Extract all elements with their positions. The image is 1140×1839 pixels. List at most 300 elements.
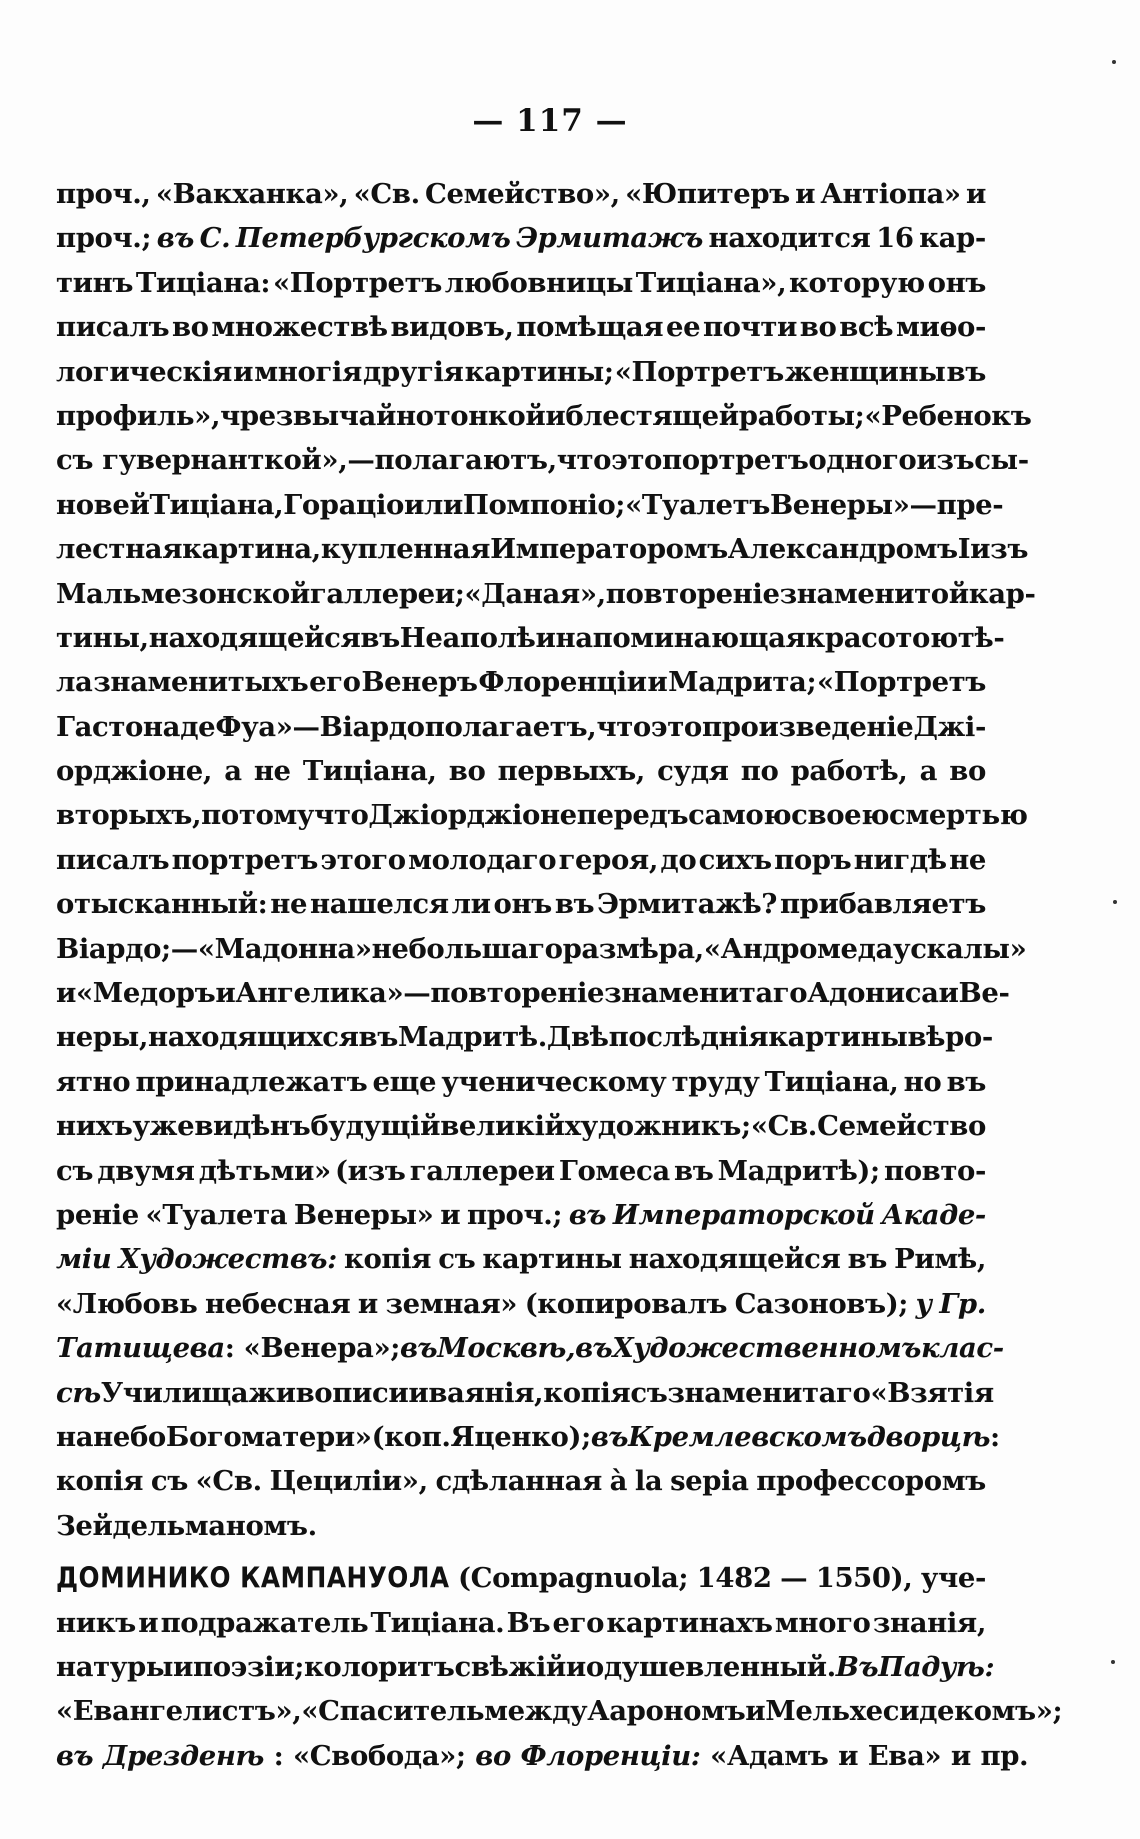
word: тины,: [56, 621, 149, 654]
word: копiя: [543, 1376, 631, 1409]
word: «Портретъ: [614, 355, 784, 388]
word: въ: [568, 1198, 607, 1231]
word: въ: [847, 1243, 887, 1276]
word: Горацiо: [283, 488, 404, 521]
word: и: [215, 977, 236, 1010]
word: живописи: [248, 1376, 409, 1409]
word: де: [180, 710, 216, 743]
word: :: [273, 1739, 284, 1772]
word: профиль»,: [56, 399, 221, 432]
text-line: [56, 438, 1029, 482]
word: Мадритѣ.: [397, 1021, 547, 1054]
word: «Любовь: [56, 1287, 198, 1320]
word: въ: [575, 1332, 613, 1365]
word: (изъ: [335, 1154, 406, 1187]
word: Тицiана,: [149, 488, 284, 521]
word: 16: [876, 222, 914, 255]
word: колоритъ: [303, 1650, 455, 1683]
word: Ве-: [958, 977, 1010, 1010]
word: проч.;: [56, 222, 152, 255]
word: (копировалъ: [524, 1287, 728, 1320]
word: дѣтьми»: [198, 1154, 331, 1187]
word: судя: [657, 755, 729, 788]
word: будущiй: [310, 1110, 441, 1143]
word: поэзiи;: [193, 1650, 304, 1683]
text-line: [56, 660, 986, 704]
word: Ангелика»—повторенiе: [235, 977, 605, 1010]
word: неры,: [56, 1021, 148, 1054]
text-line: [56, 1734, 1029, 1778]
word: полагаютъ,: [374, 444, 557, 477]
text-line: [56, 1556, 986, 1600]
word: «Портретъ: [816, 666, 986, 699]
text-line: [56, 305, 986, 349]
word: Помпонiо;: [462, 488, 626, 521]
text-line: [56, 882, 986, 926]
word: Венеръ: [361, 666, 478, 699]
word: что: [596, 710, 651, 743]
word: поръ: [774, 843, 852, 876]
word: ли: [451, 888, 491, 921]
text-line: [56, 1060, 986, 1104]
word: уже: [132, 1110, 195, 1143]
word: : «Венера»;: [224, 1332, 401, 1365]
word: «Спаситель: [301, 1695, 485, 1728]
word: пр.: [980, 1739, 1029, 1772]
word: у: [915, 1287, 932, 1320]
word: Тицiана,: [764, 1065, 899, 1098]
word: напоминающая: [555, 621, 806, 654]
word: въ: [56, 1739, 94, 1772]
word: «Взятiя: [870, 1376, 994, 1409]
word: Императоромъ: [490, 533, 728, 566]
word: повто-: [884, 1154, 986, 1187]
word: прибавляетъ: [779, 888, 986, 921]
text-line: [56, 1149, 986, 1193]
word: еще: [372, 1065, 437, 1098]
word: Акаде-: [881, 1198, 986, 1231]
word: Зейдельманомъ.: [56, 1509, 317, 1542]
word: «Портретъ: [272, 266, 442, 299]
word: нигдѣ: [853, 843, 947, 876]
word: Антiопа»: [820, 178, 961, 210]
word: всѣ: [839, 311, 894, 344]
word: «Даная»,: [464, 577, 606, 610]
word: въ: [946, 355, 986, 388]
word: новей: [56, 488, 150, 521]
word: Въ: [835, 1650, 879, 1683]
word: тинъ: [56, 266, 134, 299]
word: полагаетъ,: [424, 710, 597, 743]
word: что: [314, 799, 369, 832]
word: Флоренцiи: [478, 666, 647, 699]
word: Ева»: [867, 1739, 942, 1772]
word: профессоромъ: [756, 1465, 986, 1498]
word: Художественномъ: [612, 1332, 922, 1365]
word: картины;: [464, 355, 614, 388]
word: находящейся: [148, 621, 361, 654]
word: —: [347, 444, 375, 477]
word: вторыхъ,: [56, 799, 202, 832]
word: Римѣ,: [894, 1243, 986, 1276]
word: Мельхесидекомъ»;: [765, 1695, 1063, 1728]
word: принадлежатъ: [135, 1065, 368, 1098]
word: женщины: [784, 355, 946, 388]
word: С.: [199, 222, 231, 255]
word: орджiоне,: [56, 755, 213, 788]
text-line: [56, 749, 986, 793]
word: въ: [590, 1420, 629, 1453]
word: и: [565, 1650, 586, 1683]
text-line: [56, 1371, 994, 1415]
word: Адониса: [807, 977, 939, 1010]
word: и: [233, 355, 254, 388]
word: «Адамъ: [710, 1739, 829, 1772]
word: въ: [673, 1154, 714, 1187]
text-line: [56, 793, 1028, 837]
word: и: [56, 977, 76, 1010]
word: логическiя: [56, 355, 232, 388]
word: находящейся: [628, 1243, 841, 1276]
word: Семейство: [817, 1110, 986, 1143]
text-line: [56, 838, 986, 882]
word: которую: [789, 266, 925, 299]
word: Тицiана.: [370, 1606, 505, 1639]
text-line: [56, 1689, 1063, 1733]
word: никъ: [56, 1606, 136, 1639]
word: нихъ: [56, 1110, 133, 1143]
word: работѣ,: [790, 755, 908, 788]
word: и: [838, 1739, 859, 1772]
word: нашелся: [310, 888, 449, 921]
word: не: [253, 755, 291, 788]
word: «Туалета: [145, 1198, 288, 1231]
text-line: [56, 1193, 986, 1237]
word: двумя: [97, 1154, 195, 1187]
word: небесная: [204, 1287, 351, 1320]
word: Яценко);: [450, 1420, 591, 1453]
section-heading-name: ДОМИНИКО КАМПАНУОЛА: [56, 1561, 450, 1595]
word: «Св.: [750, 1110, 817, 1143]
word: его: [552, 1606, 605, 1639]
word: другiя: [363, 355, 464, 388]
word: проч.;: [466, 1198, 563, 1231]
word: размѣра,: [562, 932, 704, 965]
text-line: [56, 971, 1010, 1015]
word: копiя: [343, 1243, 432, 1276]
word: не: [371, 932, 409, 965]
word: Императорской: [612, 1198, 875, 1231]
text-line: [56, 1415, 1000, 1459]
word: Петербургскомъ: [235, 222, 511, 255]
word: Тицiана»,: [635, 266, 787, 299]
word: «Св.: [353, 178, 420, 210]
word: видѣнъ: [194, 1110, 311, 1143]
word: и: [408, 1376, 429, 1409]
word: Тицiана,: [302, 755, 437, 788]
word: картины: [482, 1243, 622, 1276]
text-line: [56, 350, 986, 394]
word: Падуѣ:: [878, 1650, 995, 1683]
word: (коп.: [371, 1420, 451, 1453]
text-line: [56, 394, 1032, 438]
word: Мадритѣ);: [717, 1154, 880, 1187]
text-line: [56, 616, 1005, 660]
word: не: [949, 843, 986, 876]
word: Цецилiи»,: [269, 1465, 428, 1498]
word: любовницы: [444, 266, 633, 299]
word: въ: [554, 888, 595, 921]
word: мiи: [56, 1243, 112, 1276]
word: «Туалетъ: [625, 488, 770, 521]
word: 1482: [696, 1562, 772, 1595]
text-line: [56, 1601, 986, 1645]
word: послѣднiя: [608, 1021, 769, 1054]
word: не: [270, 888, 308, 921]
word: Венеры»—пре-: [769, 488, 1004, 521]
word: отысканный:: [56, 888, 268, 921]
word: купленная: [320, 533, 491, 566]
word: Богоматери»: [165, 1420, 372, 1453]
word: многiя: [254, 355, 362, 388]
text-line: [56, 572, 1036, 616]
word: Училища: [100, 1376, 249, 1409]
word: и: [535, 621, 556, 654]
word: писалъ: [56, 843, 170, 876]
word: великiй: [440, 1110, 565, 1143]
word: Въ: [506, 1606, 551, 1639]
text-line: [56, 1282, 986, 1326]
text-line: [56, 172, 986, 216]
word: Эрмитажъ: [516, 222, 703, 255]
word: передъ: [576, 799, 689, 832]
body-text: [56, 172, 1063, 1778]
word: «Ребенокъ: [864, 399, 1032, 432]
word: съ: [630, 1376, 668, 1409]
text-line: [56, 1015, 993, 1059]
word: находится: [708, 222, 871, 255]
word: тѣ-: [957, 621, 1005, 654]
word: Семейство»,: [425, 178, 620, 210]
word: съ: [150, 1465, 188, 1498]
word: портретъ: [662, 444, 809, 477]
word: повторенiе: [605, 577, 780, 610]
word: а: [224, 755, 242, 788]
word: труду: [671, 1065, 760, 1098]
word: работы;: [738, 399, 865, 432]
word: Александромъ: [727, 533, 958, 566]
word: много: [774, 1606, 871, 1639]
word: копiя: [56, 1465, 144, 1498]
word: въ: [358, 1021, 398, 1054]
word: это: [650, 710, 702, 743]
word: Двѣ: [546, 1021, 609, 1054]
word: ваянiя,: [428, 1376, 544, 1409]
word: въ: [360, 621, 400, 654]
paragraph: [56, 172, 1036, 1548]
word: Тицiана:: [135, 266, 271, 299]
margin-speck: [1111, 1660, 1115, 1664]
word: до: [660, 843, 697, 876]
word: la: [634, 1465, 663, 1498]
word: у: [892, 932, 911, 965]
word: (Compagnuola;: [458, 1562, 689, 1595]
word: Гр.: [939, 1287, 986, 1320]
word: Фуа»—Вiардо: [215, 710, 425, 743]
word: своею: [791, 799, 890, 832]
word: :: [990, 1420, 1000, 1453]
word: его: [309, 666, 361, 699]
word: и: [745, 1695, 766, 1728]
word: Эрмитажѣ?: [597, 888, 778, 921]
word: на: [56, 1420, 94, 1453]
word: свѣжiй: [454, 1650, 566, 1683]
text-line: [56, 216, 986, 260]
word: портретъ: [171, 843, 318, 876]
word: Художествъ:: [118, 1243, 337, 1276]
word: Гомеса: [558, 1154, 670, 1187]
word: и: [647, 666, 668, 699]
word: потому: [201, 799, 315, 832]
word: небо: [93, 1420, 166, 1453]
text-line: [56, 1459, 986, 1503]
word: сѣ: [56, 1376, 101, 1409]
word: чрезвычайно: [220, 399, 434, 432]
word: помѣщая: [516, 311, 664, 344]
word: красотою: [805, 621, 958, 654]
word: самою: [688, 799, 792, 832]
word: съ: [56, 1154, 94, 1187]
word: Флоренцiи:: [520, 1739, 701, 1772]
word: знаменитаго: [667, 1376, 871, 1409]
word: сдѣланная: [435, 1465, 602, 1498]
word: и: [950, 1739, 971, 1772]
word: sepia: [670, 1465, 749, 1498]
word: Вiардо;—«Мадонна»: [56, 932, 372, 965]
word: подражатель: [160, 1606, 369, 1639]
word: Сазоновъ);: [734, 1287, 909, 1320]
word: во: [171, 311, 209, 344]
word: Аарономъ: [587, 1695, 746, 1728]
word: молодаго: [408, 843, 557, 876]
word: «Евангелистъ»,: [56, 1695, 302, 1728]
text-line: [56, 705, 986, 749]
word: «Медоръ: [76, 977, 216, 1010]
word: «Св.: [195, 1465, 262, 1498]
word: этого: [320, 843, 406, 876]
word: почти: [702, 311, 797, 344]
word: множествѣ: [211, 311, 388, 344]
word: одного: [808, 444, 917, 477]
word: съ: [438, 1243, 476, 1276]
text-line: [56, 1504, 986, 1548]
word: Джiорджiоне: [368, 799, 577, 832]
word: скалы»: [910, 932, 1027, 965]
word: ренiе: [56, 1198, 139, 1231]
word: сы-: [974, 444, 1029, 477]
word: ученическому: [441, 1065, 667, 1098]
word: картины: [768, 1021, 908, 1054]
word: Татищева: [56, 1332, 225, 1365]
text-line: [56, 1237, 986, 1281]
word: вѣро-: [907, 1021, 993, 1054]
text-line: [56, 1104, 986, 1148]
word: и: [795, 178, 816, 210]
word: проч.,: [56, 178, 151, 210]
paragraph: [56, 1556, 1063, 1778]
text-line: [56, 927, 1027, 971]
word: въ: [156, 222, 195, 255]
word: натуры: [56, 1650, 173, 1683]
word: кар-: [919, 222, 986, 255]
text-line: [56, 1326, 1004, 1370]
word: что: [556, 444, 612, 477]
word: —: [780, 1562, 808, 1595]
word: по: [740, 755, 779, 788]
word: а: [919, 755, 938, 788]
word: видовъ,: [390, 311, 514, 344]
word: и: [965, 178, 986, 210]
word: Джi-: [913, 710, 986, 743]
word: знанiя,: [872, 1606, 986, 1639]
word: произведенiе: [702, 710, 914, 743]
word: онъ: [493, 888, 552, 921]
word: во: [949, 755, 986, 788]
page-number: — 117 —: [472, 103, 628, 139]
word: и: [440, 1198, 461, 1231]
word: художникъ;: [564, 1110, 751, 1143]
word: картина,: [182, 533, 321, 566]
word: кар-: [968, 577, 1036, 610]
word: Мальмезонской: [56, 577, 310, 610]
word: писалъ: [56, 311, 170, 344]
text-line: [56, 527, 1029, 571]
word: знаменитой: [779, 577, 969, 610]
word: Неаполѣ: [399, 621, 536, 654]
word: смертью: [889, 799, 1028, 832]
word: «Свобода»;: [292, 1739, 466, 1772]
word: во: [799, 311, 837, 344]
word: въ: [946, 1065, 986, 1098]
word: земная»: [385, 1287, 518, 1320]
word: съ гувернанткой»,: [56, 444, 348, 477]
word: изъ: [916, 444, 975, 477]
word: онъ: [927, 266, 986, 299]
word: Москвѣ,: [437, 1332, 576, 1365]
word: въ: [400, 1332, 438, 1365]
word: картинахъ: [606, 1606, 773, 1639]
word: между: [484, 1695, 588, 1728]
word: во: [448, 755, 486, 788]
word: дворцѣ: [866, 1420, 991, 1453]
word: первыхъ,: [497, 755, 645, 788]
word: и: [938, 977, 959, 1010]
word: сихъ: [698, 843, 772, 876]
word: Венеры»: [293, 1198, 434, 1231]
word: и: [545, 399, 566, 432]
word: и: [173, 1650, 193, 1683]
word: тонкой: [433, 399, 546, 432]
word: 1550),: [815, 1562, 913, 1595]
margin-speck: [1113, 900, 1117, 904]
word: клас-: [921, 1332, 1004, 1365]
word: Гастона: [56, 710, 181, 743]
word: à: [609, 1465, 628, 1498]
text-line: [56, 483, 1004, 527]
word: или: [403, 488, 463, 521]
word: Мадрита;: [668, 666, 817, 699]
word: знаменитаго: [604, 977, 808, 1010]
